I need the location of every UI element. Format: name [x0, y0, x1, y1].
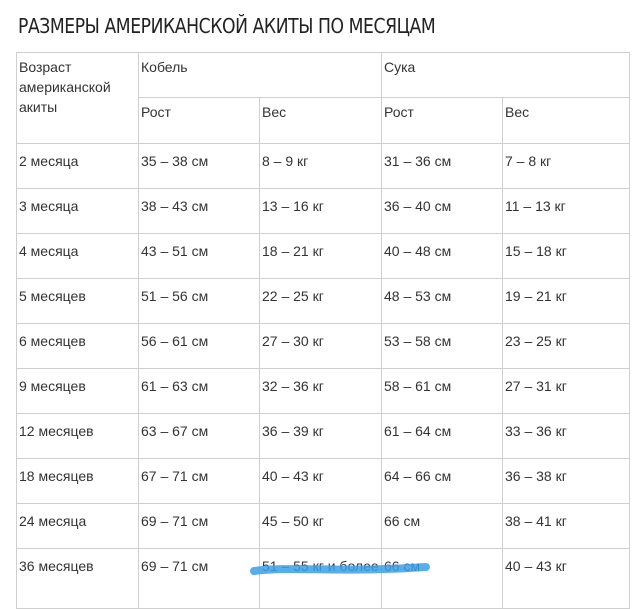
female-weight-cell: 23 – 25 кг [503, 324, 630, 369]
female-weight-cell: 36 – 38 кг [503, 459, 630, 504]
page-title: РАЗМЕРЫ АМЕРИКАНСКОЙ АКИТЫ ПО МЕСЯЦАМ [18, 14, 436, 38]
table-row [17, 459, 630, 504]
age-cell: 9 месяцев [17, 369, 139, 414]
age-header: Возраст американской акиты [17, 53, 139, 144]
female-height-cell: 66 см [382, 549, 503, 609]
table-row [17, 414, 630, 459]
female-weight-cell: 11 – 13 кг [503, 189, 630, 234]
table-row [17, 189, 630, 234]
table-row [17, 504, 630, 549]
male-height-cell: 51 – 56 см [139, 279, 260, 324]
male-height-header: Рост [139, 98, 260, 144]
size-table [16, 52, 630, 609]
male-height-cell: 63 – 67 см [139, 414, 260, 459]
age-cell: 2 месяца [17, 144, 139, 189]
male-weight-cell: 27 – 30 кг [260, 324, 382, 369]
female-weight-cell: 7 – 8 кг [503, 144, 630, 189]
age-cell: 24 месяца [17, 504, 139, 549]
male-weight-cell: 40 – 43 кг [260, 459, 382, 504]
age-cell: 4 месяца [17, 234, 139, 279]
table-row [17, 279, 630, 324]
male-weight-cell: 45 – 50 кг [260, 504, 382, 549]
male-weight-cell: 22 – 25 кг [260, 279, 382, 324]
male-height-cell: 69 – 71 см [139, 504, 260, 549]
table-row [17, 369, 630, 414]
male-height-cell: 35 – 38 см [139, 144, 260, 189]
male-height-cell: 67 – 71 см [139, 459, 260, 504]
table-row [17, 144, 630, 189]
male-weight-cell: 18 – 21 кг [260, 234, 382, 279]
male-weight-cell: 8 – 9 кг [260, 144, 382, 189]
table-row [17, 549, 630, 609]
female-height-cell: 61 – 64 см [382, 414, 503, 459]
female-weight-cell: 38 – 41 кг [503, 504, 630, 549]
table-row [17, 234, 630, 279]
female-weight-header: Вес [503, 98, 630, 144]
female-height-cell: 31 – 36 см [382, 144, 503, 189]
male-weight-cell: 32 – 36 кг [260, 369, 382, 414]
header-row [17, 53, 630, 98]
age-cell: 6 месяцев [17, 324, 139, 369]
age-cell: 3 месяца [17, 189, 139, 234]
male-height-cell: 69 – 71 см [139, 549, 260, 609]
male-height-cell: 56 – 61 см [139, 324, 260, 369]
female-height-cell: 53 – 58 см [382, 324, 503, 369]
female-weight-cell: 19 – 21 кг [503, 279, 630, 324]
male-height-cell: 61 – 63 см [139, 369, 260, 414]
age-cell: 36 месяцев [17, 549, 139, 609]
table-row [17, 324, 630, 369]
female-height-cell: 48 – 53 см [382, 279, 503, 324]
age-cell: 12 месяцев [17, 414, 139, 459]
female-height-cell: 64 – 66 см [382, 459, 503, 504]
female-height-cell: 40 – 48 см [382, 234, 503, 279]
female-header: Сука [382, 53, 630, 98]
female-height-cell: 58 – 61 см [382, 369, 503, 414]
male-height-cell: 38 – 43 см [139, 189, 260, 234]
male-weight-cell: 13 – 16 кг [260, 189, 382, 234]
female-height-cell: 66 см [382, 504, 503, 549]
male-height-cell: 43 – 51 см [139, 234, 260, 279]
male-weight-header: Вес [260, 98, 382, 144]
male-weight-cell: 36 – 39 кг [260, 414, 382, 459]
age-cell: 5 месяцев [17, 279, 139, 324]
female-weight-cell: 33 – 36 кг [503, 414, 630, 459]
female-height-header: Рост [382, 98, 503, 144]
male-header: Кобель [139, 53, 382, 98]
female-weight-cell: 40 – 43 кг [503, 549, 630, 609]
female-height-cell: 36 – 40 см [382, 189, 503, 234]
female-weight-cell: 15 – 18 кг [503, 234, 630, 279]
age-cell: 18 месяцев [17, 459, 139, 504]
male-weight-cell: 51 – 55 кг и более [260, 549, 382, 609]
female-weight-cell: 27 – 31 кг [503, 369, 630, 414]
